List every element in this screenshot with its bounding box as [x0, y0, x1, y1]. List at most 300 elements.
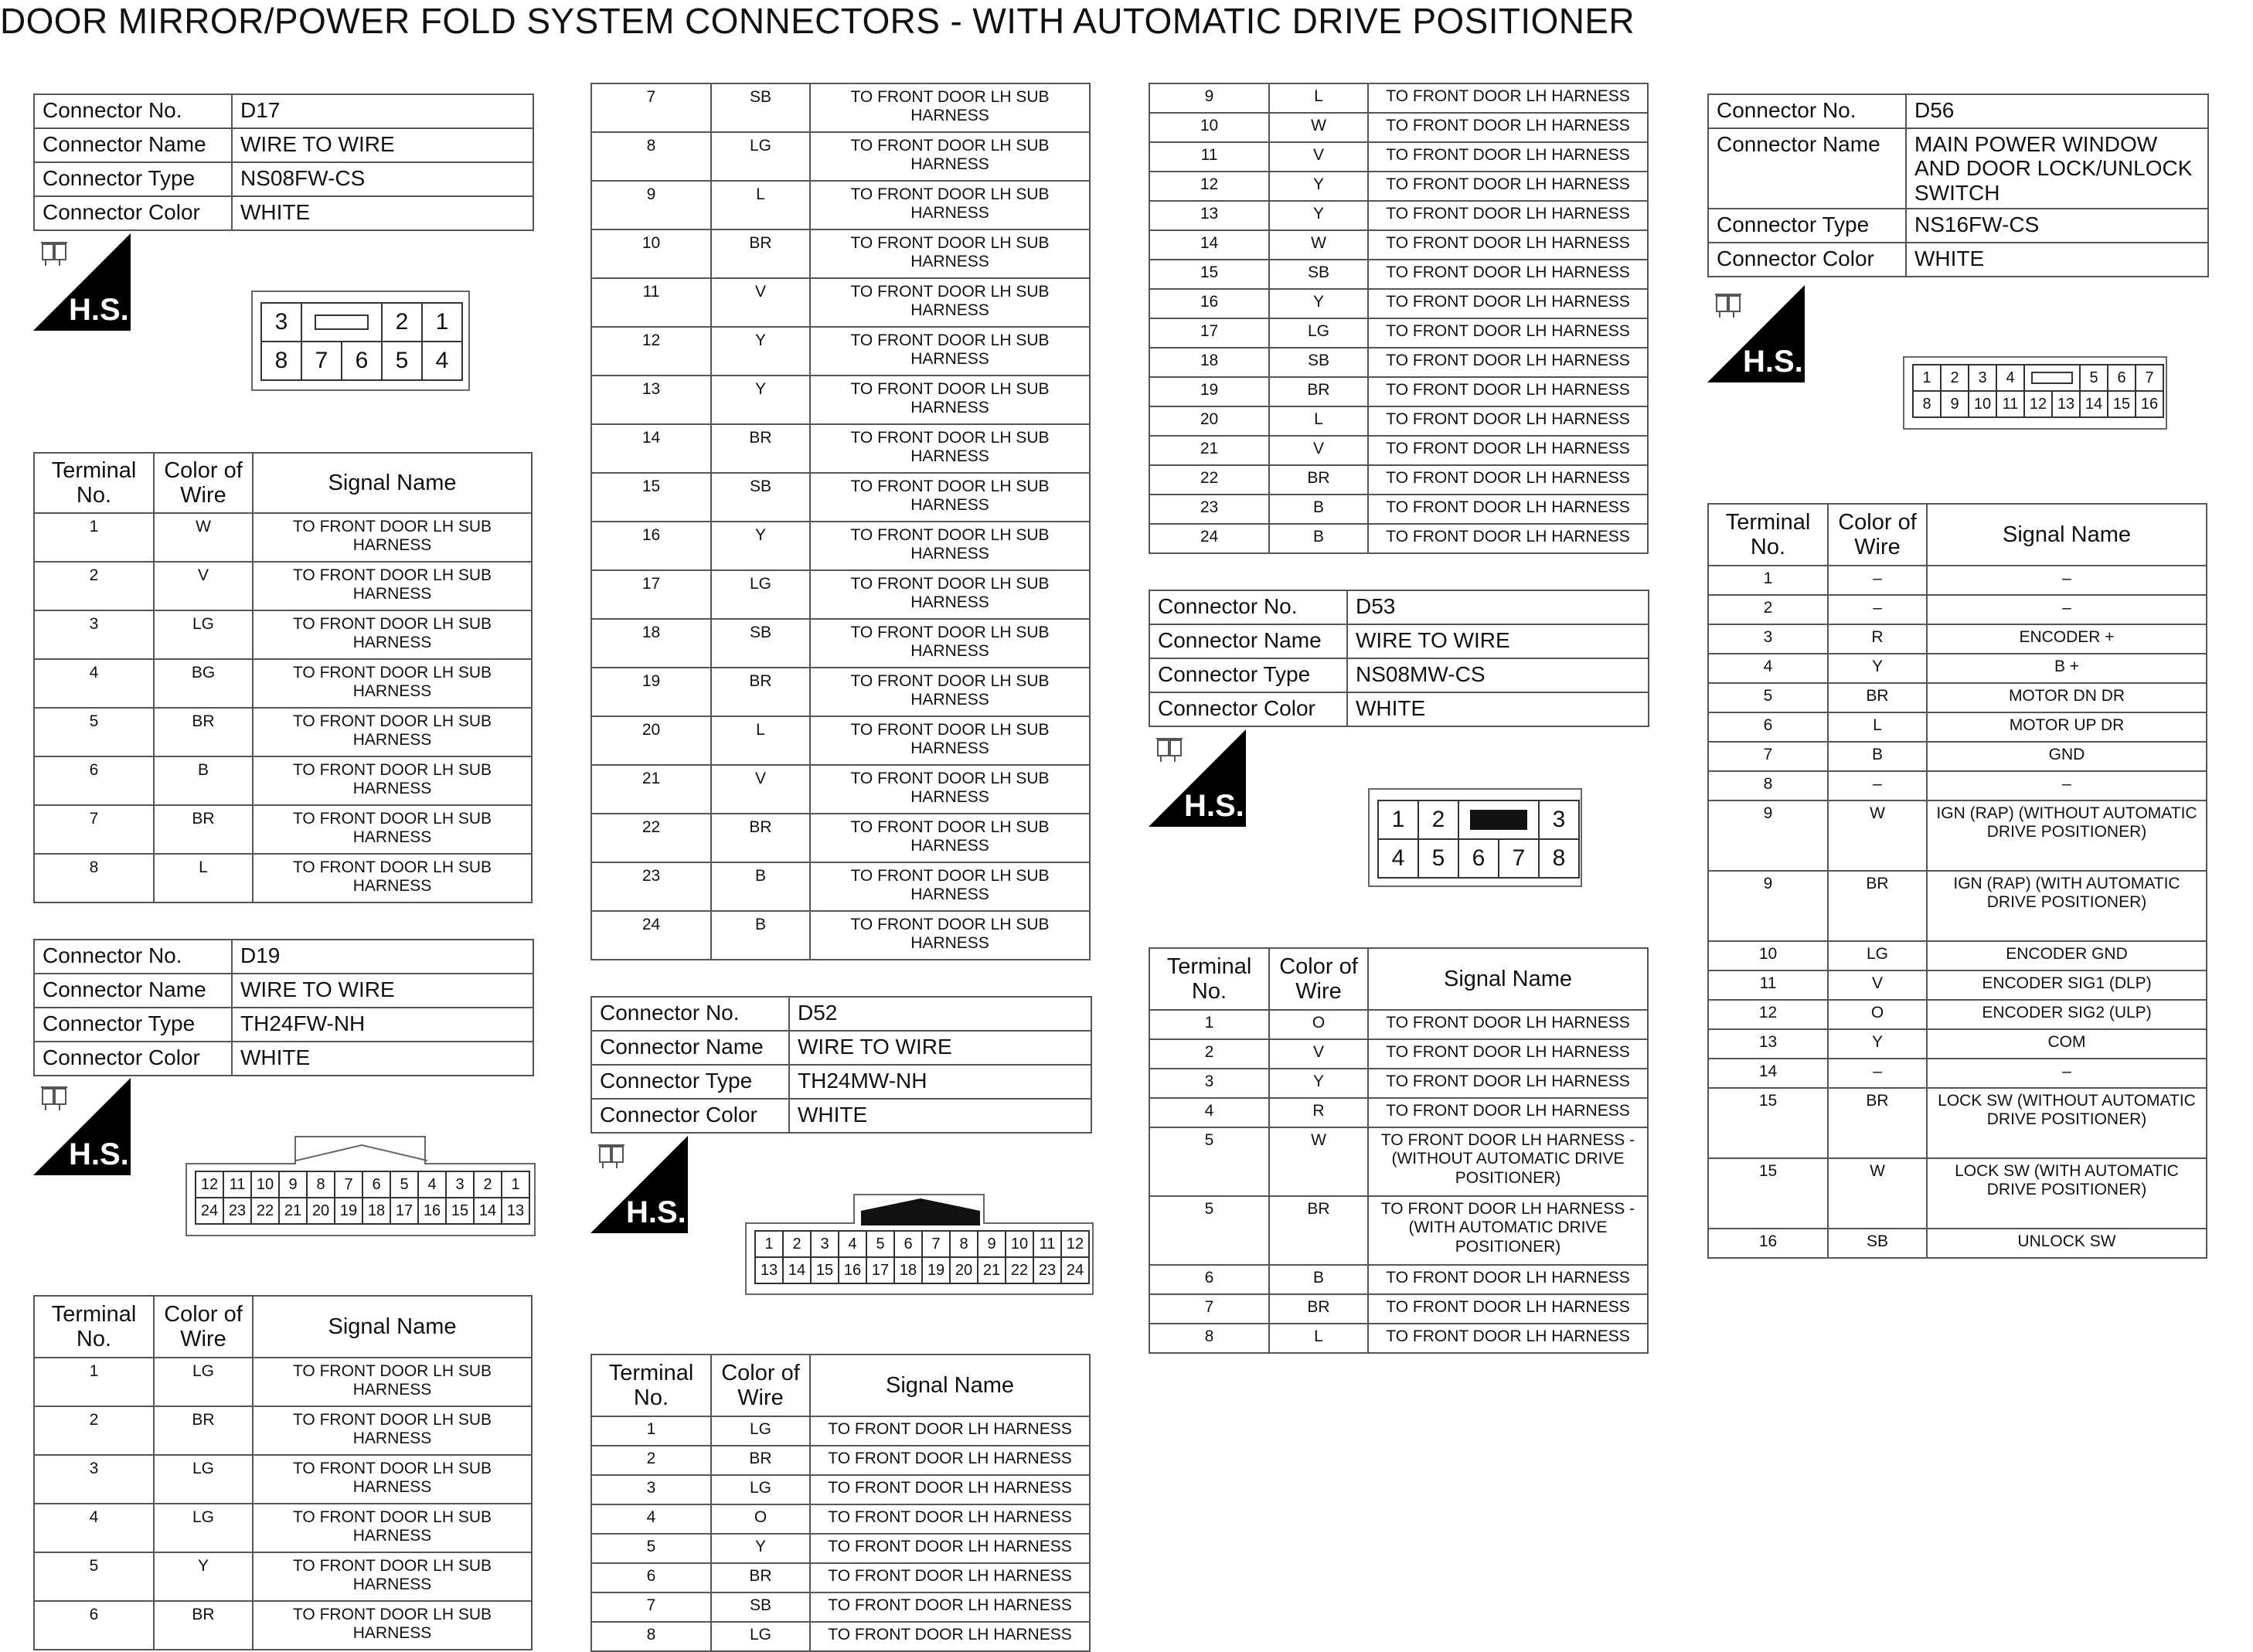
col-color: Color of Wire [154, 453, 253, 513]
pin: 8 [1912, 390, 1942, 418]
terminal-cell: 21 [591, 765, 711, 814]
signal-name-cell: TO FRONT DOOR LH SUB HARNESS [253, 854, 532, 902]
pin: 9 [977, 1230, 1006, 1258]
pin: 14 [2079, 390, 2108, 418]
signal-name-cell: LOCK SW (WITHOUT AUTOMATIC DRIVE POSITIONER) [1927, 1088, 2207, 1158]
wire-color-cell: BR [1269, 1294, 1368, 1324]
signal-name-cell: TO FRONT DOOR LH SUB HARNESS [810, 716, 1090, 765]
pin: 3 [260, 302, 302, 342]
wire-color-cell: Y [1269, 172, 1368, 201]
terminal-cell: 5 [1149, 1127, 1269, 1196]
table-row [1149, 1127, 1648, 1196]
table-row [1149, 142, 1648, 172]
wire-color-cell: W [1828, 801, 1927, 871]
signal-name-cell: TO FRONT DOOR LH SUB HARNESS [253, 756, 532, 805]
wire-color-cell: V [1269, 142, 1368, 172]
pin: 7 [334, 1171, 363, 1198]
hs-icon [33, 233, 131, 331]
hs-label: H.S. [1743, 345, 1803, 379]
wire-color-cell: BR [154, 1601, 253, 1650]
terminal-cell: 15 [1149, 260, 1269, 289]
wire-color-cell: BG [154, 659, 253, 708]
table-row [34, 1601, 532, 1650]
table-row [34, 854, 532, 902]
terminal-cell: 6 [591, 1563, 711, 1593]
signal-name-cell: TO FRONT DOOR LH SUB HARNESS [253, 659, 532, 708]
pin: 2 [473, 1171, 502, 1198]
wire-color-cell: SB [711, 473, 810, 522]
terminal-cell: 9 [591, 181, 711, 229]
terminal-cell: 24 [1149, 524, 1269, 553]
wire-color-cell: BR [1269, 377, 1368, 406]
pin: 13 [2051, 390, 2081, 418]
pin: 23 [1033, 1256, 1062, 1284]
table-row [1708, 1000, 2207, 1029]
signal-name-cell: ENCODER SIG1 (DLP) [1927, 970, 2207, 1000]
pin: 10 [250, 1171, 280, 1198]
pin: 7 [1498, 838, 1540, 879]
signal-name-cell: UNLOCK SW [1927, 1229, 2207, 1258]
pin: 13 [501, 1197, 530, 1225]
terminal-table-d19-cont [590, 83, 1091, 960]
d56-conn-type: NS16FW-CS [1906, 209, 2208, 243]
signal-name-cell: TO FRONT DOOR LH HARNESS [1368, 201, 1648, 230]
table-row [34, 1504, 532, 1552]
wire-color-cell: B [154, 756, 253, 805]
pin: 6 [893, 1230, 923, 1258]
terminal-cell: 2 [591, 1446, 711, 1475]
pin: 1 [754, 1230, 784, 1258]
signal-name-cell: TO FRONT DOOR LH SUB HARNESS [810, 376, 1090, 424]
label-conn-type: Connector Type [1149, 658, 1347, 692]
terminal-cell: 11 [591, 278, 711, 327]
wire-color-cell: V [1828, 970, 1927, 1000]
table-row [591, 376, 1090, 424]
table-row [591, 1563, 1090, 1593]
col-color: Color of Wire [711, 1355, 810, 1416]
pin: 18 [362, 1197, 391, 1225]
wire-color-cell: Y [1269, 201, 1368, 230]
wire-color-cell: SB [711, 83, 810, 132]
label-conn-name: Connector Name [34, 974, 232, 1008]
pin: 1 [501, 1171, 530, 1198]
wire-color-cell: L [711, 181, 810, 229]
terminal-cell: 14 [1149, 230, 1269, 260]
terminal-cell: 4 [34, 659, 154, 708]
col-color: Color of Wire [1828, 504, 1927, 566]
pin: 4 [421, 341, 463, 381]
signal-name-cell: TO FRONT DOOR LH HARNESS [1368, 172, 1648, 201]
signal-name-cell: TO FRONT DOOR LH HARNESS [1368, 348, 1648, 377]
terminal-table-d52 [590, 1354, 1091, 1652]
table-row [591, 278, 1090, 327]
pin: 5 [390, 1171, 419, 1198]
d53-conn-no: D53 [1347, 590, 1649, 624]
wire-color-cell: L [1269, 406, 1368, 436]
terminal-cell: 2 [1708, 595, 1828, 624]
wire-color-cell: V [711, 278, 810, 327]
pin: 1 [421, 302, 463, 342]
terminal-cell: 15 [1708, 1158, 1828, 1229]
wire-color-cell: O [1828, 1000, 1927, 1029]
table-row [591, 619, 1090, 668]
connector-info-d56 [1707, 93, 2209, 277]
signal-name-cell: TO FRONT DOOR LH SUB HARNESS [253, 1406, 532, 1455]
terminal-cell: 9 [1708, 801, 1828, 871]
signal-name-cell: – [1927, 771, 2207, 801]
table-row [1149, 348, 1648, 377]
col-signal: Signal Name [253, 1296, 532, 1358]
table-row [1149, 83, 1648, 113]
table-row [1708, 970, 2207, 1000]
wire-color-cell: Y [1828, 1029, 1927, 1059]
wire-color-cell: B [1269, 524, 1368, 553]
wire-color-cell: O [711, 1504, 810, 1534]
table-row [1708, 801, 2207, 871]
pin: 20 [306, 1197, 335, 1225]
signal-name-cell: TO FRONT DOOR LH HARNESS [1368, 1098, 1648, 1127]
pin: 12 [2023, 390, 2053, 418]
terminal-cell: 6 [34, 756, 154, 805]
pin: 14 [782, 1256, 812, 1284]
wire-color-cell: LG [1828, 941, 1927, 970]
terminal-cell: 11 [1149, 142, 1269, 172]
wire-color-cell: SB [711, 1593, 810, 1622]
table-row [1149, 318, 1648, 348]
terminal-cell: 7 [591, 1593, 711, 1622]
terminal-cell: 20 [591, 716, 711, 765]
label-conn-color: Connector Color [34, 196, 232, 230]
pin: 3 [1538, 800, 1580, 840]
table-row [1708, 1088, 2207, 1158]
table-row [1708, 771, 2207, 801]
table-row [1149, 172, 1648, 201]
signal-name-cell: TO FRONT DOOR LH SUB HARNESS [253, 1504, 532, 1552]
terminal-cell: 17 [1149, 318, 1269, 348]
label-conn-no: Connector No. [34, 94, 232, 128]
signal-name-cell: TO FRONT DOOR LH SUB HARNESS [810, 570, 1090, 619]
wire-color-cell: Y [711, 327, 810, 376]
signal-name-cell: TO FRONT DOOR LH HARNESS [1368, 1265, 1648, 1294]
pin: 4 [1996, 364, 2025, 392]
signal-name-cell: TO FRONT DOOR LH HARNESS [810, 1504, 1090, 1534]
table-row [34, 562, 532, 610]
signal-name-cell: TO FRONT DOOR LH SUB HARNESS [810, 229, 1090, 278]
col-signal: Signal Name [1927, 504, 2207, 566]
table-row [591, 1593, 1090, 1622]
terminal-cell: 4 [1149, 1098, 1269, 1127]
table-row [1149, 1039, 1648, 1069]
signal-name-cell: TO FRONT DOOR LH HARNESS [810, 1622, 1090, 1651]
wire-color-cell: B [711, 911, 810, 960]
table-row [1708, 1158, 2207, 1229]
col-terminal: Terminal No. [1149, 948, 1269, 1010]
wire-color-cell: BR [154, 805, 253, 854]
signal-name-cell: TO FRONT DOOR LH SUB HARNESS [810, 765, 1090, 814]
table-row [1149, 289, 1648, 318]
table-row [1708, 595, 2207, 624]
table-row [591, 1416, 1090, 1446]
pin: 6 [2107, 364, 2136, 392]
table-row [1149, 1265, 1648, 1294]
signal-name-cell: TO FRONT DOOR LH SUB HARNESS [810, 668, 1090, 716]
pin: 5 [381, 341, 423, 381]
signal-name-cell: TO FRONT DOOR LH HARNESS [810, 1593, 1090, 1622]
pin: 13 [754, 1256, 784, 1284]
signal-name-cell: TO FRONT DOOR LH HARNESS [1368, 113, 1648, 142]
signal-name-cell: TO FRONT DOOR LH HARNESS [1368, 406, 1648, 436]
label-conn-no: Connector No. [591, 997, 789, 1031]
table-row [34, 1455, 532, 1504]
d52-conn-no: D52 [789, 997, 1091, 1031]
signal-name-cell: TO FRONT DOOR LH HARNESS [1368, 1324, 1648, 1353]
table-row [34, 610, 532, 659]
terminal-cell: 23 [1149, 495, 1269, 524]
table-row [34, 1406, 532, 1455]
signal-name-cell: TO FRONT DOOR LH HARNESS [1368, 377, 1648, 406]
pin: 2 [782, 1230, 812, 1258]
wire-color-cell: Y [711, 1534, 810, 1563]
table-row [34, 805, 532, 854]
signal-name-cell: – [1927, 595, 2207, 624]
col-terminal: Terminal No. [34, 1296, 154, 1358]
pin: 21 [977, 1256, 1006, 1284]
table-row [34, 1552, 532, 1601]
hs-icon [590, 1136, 688, 1233]
hs-label: H.S. [69, 293, 129, 327]
wire-color-cell: BR [1828, 683, 1927, 712]
table-row [1708, 1059, 2207, 1088]
pin: 12 [195, 1171, 224, 1198]
table-row [591, 522, 1090, 570]
terminal-table-d53 [1149, 947, 1649, 1354]
table-row [1149, 377, 1648, 406]
wire-color-cell: Y [1269, 289, 1368, 318]
label-conn-no: Connector No. [1708, 94, 1906, 128]
signal-name-cell: COM [1927, 1029, 2207, 1059]
wire-color-cell: B [1269, 495, 1368, 524]
signal-name-cell: TO FRONT DOOR LH SUB HARNESS [253, 610, 532, 659]
wire-color-cell: O [1269, 1010, 1368, 1039]
pin: 11 [223, 1171, 252, 1198]
terminal-cell: 19 [1149, 377, 1269, 406]
hs-label: H.S. [69, 1137, 129, 1171]
connector-info-d19 [33, 939, 534, 1076]
wire-color-cell: Y [711, 522, 810, 570]
table-row [1708, 941, 2207, 970]
wire-color-cell: Y [1828, 654, 1927, 683]
d53-pin-grid [1379, 801, 1580, 879]
connector-face-d19 [185, 1163, 536, 1236]
wire-color-cell: – [1828, 771, 1927, 801]
wire-color-cell: R [1269, 1098, 1368, 1127]
terminal-cell: 12 [1149, 172, 1269, 201]
table-row [1149, 1294, 1648, 1324]
terminal-cell: 19 [591, 668, 711, 716]
hs-badge [1149, 729, 1246, 827]
table-row [591, 716, 1090, 765]
wire-color-cell: BR [711, 668, 810, 716]
label-conn-type: Connector Type [1708, 209, 1906, 243]
terminal-cell: 4 [1708, 654, 1828, 683]
wire-color-cell: – [1828, 595, 1927, 624]
terminal-cell: 3 [591, 1475, 711, 1504]
lock-tab [2023, 364, 2081, 392]
d19-conn-color: WHITE [232, 1042, 533, 1076]
terminal-cell: 3 [34, 610, 154, 659]
wire-color-cell: V [711, 765, 810, 814]
wire-color-cell: L [154, 854, 253, 902]
pin: 17 [390, 1197, 419, 1225]
table-row [591, 1446, 1090, 1475]
table-row [1149, 406, 1648, 436]
terminal-cell: 18 [1149, 348, 1269, 377]
col-color: Color of Wire [154, 1296, 253, 1358]
wire-color-cell: BR [154, 1406, 253, 1455]
table-row [591, 1504, 1090, 1534]
label-conn-type: Connector Type [34, 1008, 232, 1042]
d19-pin-grid [196, 1172, 530, 1225]
table-row [591, 1475, 1090, 1504]
label-conn-type: Connector Type [34, 162, 232, 196]
label-conn-name: Connector Name [1149, 624, 1347, 658]
label-conn-color: Connector Color [1708, 243, 1906, 277]
table-row [591, 181, 1090, 229]
terminal-cell: 7 [591, 83, 711, 132]
pin: 4 [1377, 838, 1419, 879]
d52-conn-color: WHITE [789, 1099, 1091, 1133]
terminal-cell: 1 [591, 1416, 711, 1446]
table-row [591, 814, 1090, 862]
connector-face-d56 [1903, 356, 2167, 430]
pin: 22 [1005, 1256, 1034, 1284]
wire-color-cell: BR [1269, 465, 1368, 495]
d19-conn-type: TH24FW-NH [232, 1008, 533, 1042]
wire-color-cell: W [1269, 230, 1368, 260]
terminal-cell: 1 [34, 1358, 154, 1406]
table-row [1149, 1196, 1648, 1265]
pin: 2 [1417, 800, 1459, 840]
signal-name-cell: TO FRONT DOOR LH SUB HARNESS [810, 814, 1090, 862]
signal-name-cell: TO FRONT DOOR LH SUB HARNESS [253, 1358, 532, 1406]
signal-name-cell: TO FRONT DOOR LH HARNESS [810, 1563, 1090, 1593]
table-row [1149, 230, 1648, 260]
wire-color-cell: LG [154, 1455, 253, 1504]
pin: 15 [810, 1256, 839, 1284]
d52-conn-name: WIRE TO WIRE [789, 1031, 1091, 1065]
connector-latch [853, 1194, 985, 1224]
table-row [34, 513, 532, 562]
connector-info-d53 [1149, 590, 1649, 727]
pin: 15 [445, 1197, 475, 1225]
terminal-cell: 2 [1149, 1039, 1269, 1069]
wire-color-cell: LG [154, 1504, 253, 1552]
signal-name-cell: IGN (RAP) (WITH AUTOMATIC DRIVE POSITIONER) [1927, 871, 2207, 941]
table-row [591, 862, 1090, 911]
wire-color-cell: – [1828, 1059, 1927, 1088]
signal-name-cell: TO FRONT DOOR LH HARNESS - (WITH AUTOMATIC DRIVE POSITIONER) [1368, 1196, 1648, 1265]
terminal-cell: 6 [1149, 1265, 1269, 1294]
col-signal: Signal Name [810, 1355, 1090, 1416]
table-row [1149, 1098, 1648, 1127]
label-conn-name: Connector Name [34, 128, 232, 162]
table-row [591, 473, 1090, 522]
d17-pin-grid [262, 304, 463, 381]
table-row [591, 132, 1090, 181]
label-conn-color: Connector Color [591, 1099, 789, 1133]
signal-name-cell: ENCODER GND [1927, 941, 2207, 970]
terminal-table-d19 [33, 1295, 533, 1650]
wire-color-cell: Y [154, 1552, 253, 1601]
pin: 8 [949, 1230, 978, 1258]
terminal-cell: 17 [591, 570, 711, 619]
hs-badge [33, 1078, 131, 1175]
terminal-cell: 10 [591, 229, 711, 278]
wire-color-cell: LG [711, 570, 810, 619]
signal-name-cell: TO FRONT DOOR LH HARNESS [810, 1475, 1090, 1504]
signal-name-cell: ENCODER SIG2 (ULP) [1927, 1000, 2207, 1029]
terminal-cell: 13 [591, 376, 711, 424]
col-terminal: Terminal No. [591, 1355, 711, 1416]
terminal-cell: 6 [1708, 712, 1828, 742]
pin: 3 [445, 1171, 475, 1198]
signal-name-cell: TO FRONT DOOR LH HARNESS [1368, 465, 1648, 495]
d17-conn-no: D17 [232, 94, 533, 128]
terminal-cell: 24 [591, 911, 711, 960]
pin: 2 [1940, 364, 1969, 392]
table-row [591, 765, 1090, 814]
signal-name-cell: TO FRONT DOOR LH SUB HARNESS [810, 424, 1090, 473]
col-signal: Signal Name [1368, 948, 1648, 1010]
table-row [1708, 1229, 2207, 1258]
terminal-cell: 20 [1149, 406, 1269, 436]
signal-name-cell: – [1927, 566, 2207, 595]
hs-icon [1707, 285, 1805, 382]
terminal-cell: 3 [1708, 624, 1828, 654]
wire-color-cell: BR [711, 1446, 810, 1475]
terminal-cell: 22 [591, 814, 711, 862]
wire-color-cell: L [1269, 1324, 1368, 1353]
col-color: Color of Wire [1269, 948, 1368, 1010]
terminal-cell: 5 [591, 1534, 711, 1563]
terminal-cell: 6 [34, 1601, 154, 1650]
col-terminal: Terminal No. [1708, 504, 1828, 566]
pin: 6 [1458, 838, 1499, 879]
table-row [591, 327, 1090, 376]
pin: 21 [278, 1197, 308, 1225]
pin: 8 [306, 1171, 335, 1198]
signal-name-cell: TO FRONT DOOR LH SUB HARNESS [253, 1601, 532, 1650]
wire-color-cell: L [711, 716, 810, 765]
signal-name-cell: TO FRONT DOOR LH SUB HARNESS [810, 278, 1090, 327]
hs-badge [1707, 285, 1805, 382]
terminal-table-d52-cont [1149, 83, 1649, 554]
pin: 23 [223, 1197, 252, 1225]
d56-conn-color: WHITE [1906, 243, 2208, 277]
wire-color-cell: Y [1269, 1069, 1368, 1098]
signal-name-cell: TO FRONT DOOR LH SUB HARNESS [810, 132, 1090, 181]
terminal-cell: 18 [591, 619, 711, 668]
wire-color-cell: W [1269, 1127, 1368, 1196]
d17-conn-type: NS08FW-CS [232, 162, 533, 196]
table-row [591, 424, 1090, 473]
signal-name-cell: TO FRONT DOOR LH SUB HARNESS [253, 1455, 532, 1504]
terminal-cell: 15 [1708, 1088, 1828, 1158]
pin: 1 [1377, 800, 1419, 840]
signal-name-cell: TO FRONT DOOR LH HARNESS [1368, 318, 1648, 348]
table-row [591, 570, 1090, 619]
wire-color-cell: R [1828, 624, 1927, 654]
